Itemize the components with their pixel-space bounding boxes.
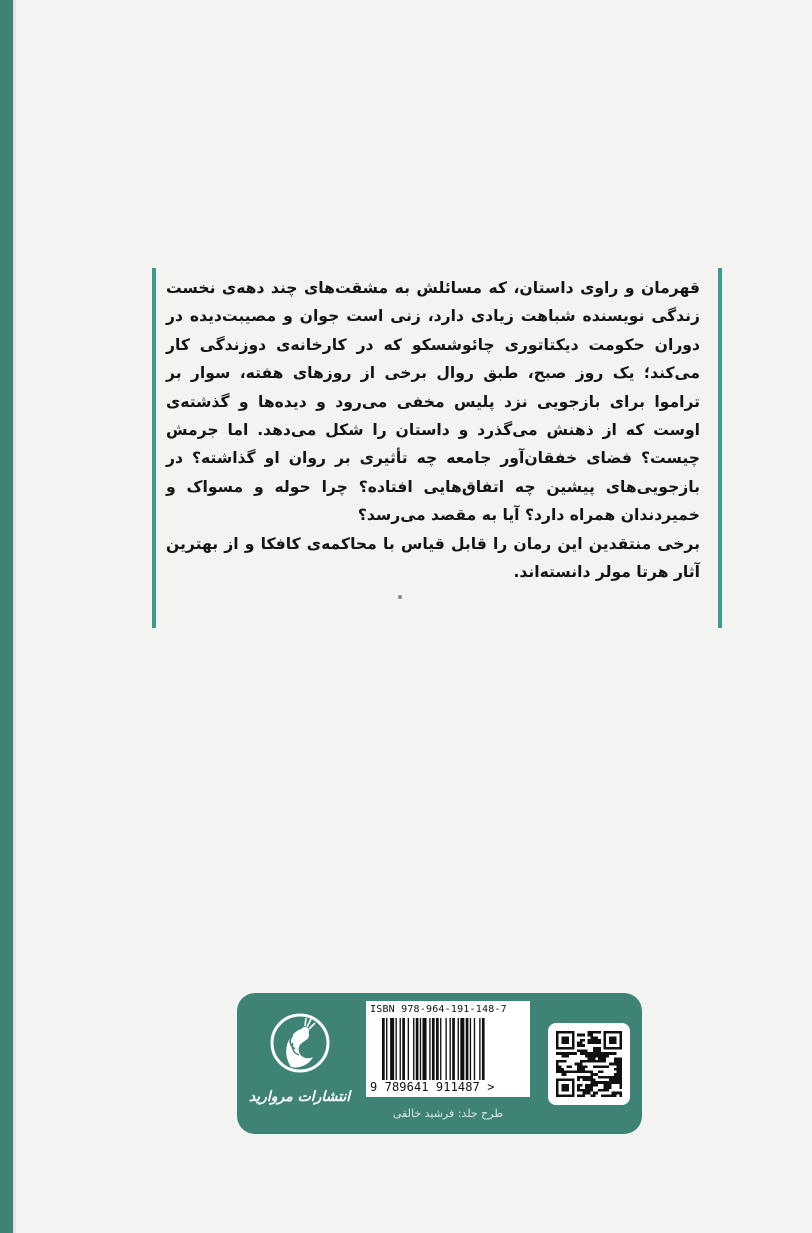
decorative-dot bbox=[398, 595, 402, 599]
cover-design-credit: طرح جلد: فرشید خالقی bbox=[392, 1107, 504, 1120]
barcode bbox=[366, 1001, 530, 1097]
blurb-paragraph-2: برخی منتقدین این رمان را قابل قیاس با محاکمه‌ی کافکا و از بهترین آثار هرتا مولر دانسته‌اند. bbox=[166, 534, 700, 582]
qr-code bbox=[548, 1023, 630, 1105]
blurb-paragraph-1: قهرمان و راوی داستان، که مسائلش به مشقت‌های چند دهه‌ی نخست زندگی نویسنده شباهت زیادی دارد، زنی است جوان و مصیبت‌دیده در دوران حکومت دیکتاتوری چائوشسکو که در کارخانه‌ی دوزندگی کار می‌کند؛ یک روز صبح، طبق روال برخی از روزهای هفته، سوار بر تراموا برای بازجویی نزد پلیس مخفی می‌رود و دیده‌ها و گذشته‌ی اوست که از ذهنش می‌گذرد و داستان را شکل می‌دهد. اما جرمش چیست؟ فضای خفقان‌آور جامعه چه تأثیری بر روان او گذاشته؟ در بازجویی‌های پیشین چه اتفاق‌هایی افتاده؟ چرا حوله و مسواک و خمیردندان همراه دارد؟ آیا به مقصد می‌رسد؟ bbox=[166, 279, 700, 525]
peacock-logo-icon bbox=[269, 1009, 331, 1087]
publisher-name: انتشارات مروارید bbox=[248, 1089, 351, 1105]
publisher-panel bbox=[237, 993, 642, 1134]
publisher-logo bbox=[237, 993, 362, 1134]
barcode-bars bbox=[382, 1018, 520, 1080]
spine-strip bbox=[0, 0, 13, 1233]
spine-edge bbox=[13, 0, 16, 1233]
isbn-digits: 9 789641 911487 > bbox=[370, 1080, 495, 1094]
back-cover-blurb bbox=[152, 268, 722, 628]
qr-code-icon bbox=[556, 1031, 622, 1097]
isbn-label: ISBN 978-964-191-148-7 bbox=[370, 1004, 507, 1015]
